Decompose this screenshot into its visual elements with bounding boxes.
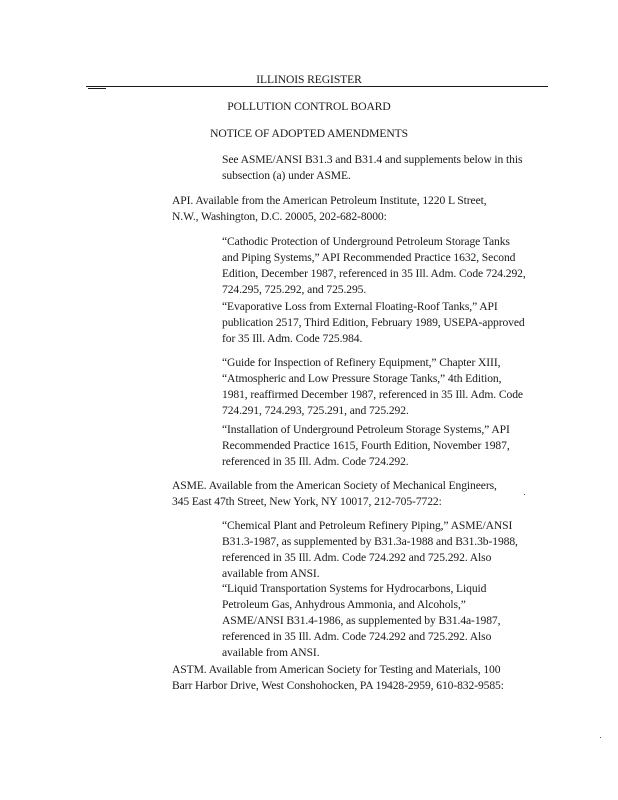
header-tick-mark xyxy=(88,88,106,89)
asme-reference-liquid-transportation xyxy=(222,581,500,661)
api-reference-evaporative-loss xyxy=(222,299,525,347)
asme-section-intro xyxy=(172,478,497,510)
register-heading: ILLINOIS REGISTER xyxy=(256,73,362,86)
text-line: ASME/ANSI B31.4-1986, as supplemented by B31.4a-1987, xyxy=(222,614,501,627)
text-line: for 35 Ill. Adm. Code 725.984. xyxy=(222,332,363,345)
text-line: referenced in 35 Ill. Adm. Code 724.292 and 725.292. Also xyxy=(222,551,492,564)
text-line: 724.295, 725.292, and 725.295. xyxy=(222,283,367,296)
header-rule xyxy=(86,86,548,87)
text-line: “Chemical Plant and Petroleum Refinery Piping,” ASME/ANSI xyxy=(222,519,513,532)
api-section-intro xyxy=(172,193,487,225)
api-reference-underground-installation xyxy=(222,422,510,470)
text-line: and Piping Systems,” API Recommended Practice 1632, Second xyxy=(222,251,516,264)
api-reference-refinery-inspection xyxy=(222,355,523,419)
text-line: referenced in 35 Ill. Adm. Code 724.292. xyxy=(222,455,409,468)
text-line: See ASME/ANSI B31.3 and B31.4 and supplements below in this xyxy=(222,153,523,166)
text-line: publication 2517, Third Edition, February 1989, USEPA-approved xyxy=(222,316,525,329)
text-line: API. Available from the American Petroleum Institute, 1220 L Street, xyxy=(172,194,487,207)
notice-heading: NOTICE OF ADOPTED AMENDMENTS xyxy=(210,127,408,140)
api-reference-cathodic-protection xyxy=(222,234,526,298)
text-line: “Installation of Underground Petroleum Storage Systems,” API xyxy=(222,423,510,436)
text-line: Petroleum Gas, Anhydrous Ammonia, and Alcohols,” xyxy=(222,598,466,611)
text-line: ASME. Available from the American Society of Mechanical Engineers, xyxy=(172,479,497,492)
text-line: referenced in 35 Ill. Adm. Code 724.292 and 725.292. Also xyxy=(222,630,492,643)
text-line: Barr Harbor Drive, West Conshohocken, PA 19428-2959, 610-832-9585: xyxy=(172,679,504,692)
text-line: 345 East 47th Street, New York, NY 10017, 212-705-7722: xyxy=(172,495,442,508)
scan-speck xyxy=(600,737,601,738)
board-heading: POLLUTION CONTROL BOARD xyxy=(227,100,391,113)
text-line: “Evaporative Loss from External Floating-Roof Tanks,” API xyxy=(222,300,498,313)
asme-reference-refinery-piping xyxy=(222,518,518,582)
text-line: “Atmospheric and Low Pressure Storage Tanks,” 4th Edition, xyxy=(222,372,502,385)
astm-section-intro xyxy=(172,662,504,694)
text-line: Edition, December 1987, referenced in 35 Ill. Adm. Code 724.292, xyxy=(222,267,526,280)
text-line: “Liquid Transportation Systems for Hydrocarbons, Liquid xyxy=(222,582,487,595)
text-line: 1981, reaffirmed December 1987, referenced in 35 Ill. Adm. Code xyxy=(222,388,523,401)
scan-speck xyxy=(524,494,525,495)
text-line: B31.3-1987, as supplemented by B31.3a-1988 and B31.3b-1988, xyxy=(222,535,518,548)
text-line: N.W., Washington, D.C. 20005, 202-682-8000: xyxy=(172,210,387,223)
text-line: available from ANSI. xyxy=(222,646,320,659)
text-line: 724.291, 724.293, 725.291, and 725.292. xyxy=(222,404,409,417)
text-line: ASTM. Available from American Society for Testing and Materials, 100 xyxy=(172,663,501,676)
see-asme-note xyxy=(222,152,522,184)
text-line: subsection (a) under ASME. xyxy=(222,169,351,182)
text-line: Recommended Practice 1615, Fourth Edition, November 1987, xyxy=(222,439,510,452)
text-line: “Cathodic Protection of Underground Petroleum Storage Tanks xyxy=(222,235,510,248)
text-line: “Guide for Inspection of Refinery Equipment,” Chapter XIII, xyxy=(222,356,501,369)
text-line: available from ANSI. xyxy=(222,567,320,580)
